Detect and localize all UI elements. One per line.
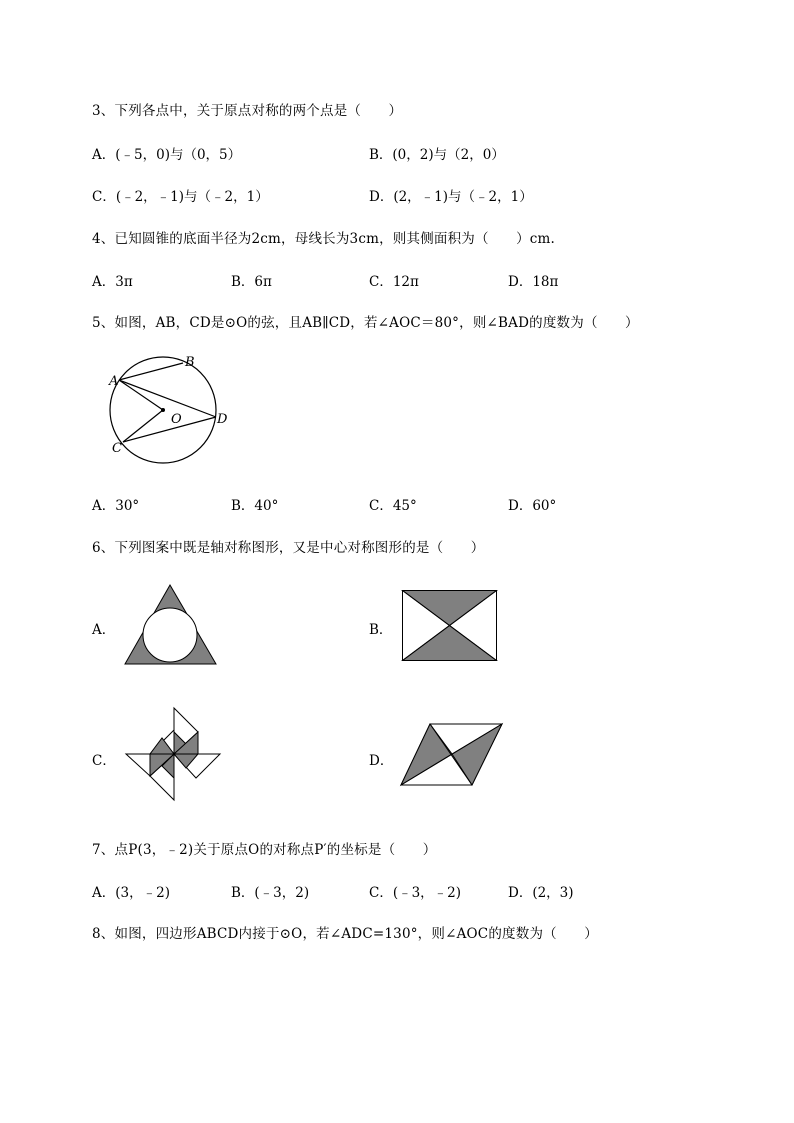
point-c-label: C <box>112 441 122 456</box>
q8-stem: 8、如图，四边形ABCD内接于⊙O，若∠ADC=130°，则∠AOC的度数为（ ） <box>92 926 598 942</box>
point-a-label: A <box>109 374 119 389</box>
q7-option-b: B．(﹣3，2) <box>231 885 310 901</box>
q6-stem: 6、下列图案中既是轴对称图形，又是中心对称图形的是（ ） <box>92 540 485 556</box>
q5-option-c: C．45° <box>369 498 417 514</box>
point-d-label: D <box>217 412 228 427</box>
q7-option-c: C．(﹣3，﹣2) <box>369 885 462 901</box>
q7-stem: 7、点P(3，﹣2)关于原点O的对称点P′的坐标是（ ） <box>92 842 437 858</box>
q7-option-a: A．(3，﹣2) <box>92 885 170 901</box>
triangle-with-circle-figure <box>124 583 224 668</box>
q3-option-d: D．(2，﹣1)与（﹣2，1） <box>369 189 533 205</box>
q6-option-a-label: A． <box>92 622 116 638</box>
q4-option-a: A．3π <box>92 274 133 290</box>
q6-option-b-label: B． <box>369 622 393 638</box>
parallelogram-figure <box>400 723 504 787</box>
q5-option-a: A．30° <box>92 498 140 514</box>
rectangle-hourglass-figure <box>402 590 498 662</box>
q4-stem: 4、已知圆锥的底面半径为2cm，母线长为3cm，则其侧面积为（ ）cm. <box>92 231 556 247</box>
q3-option-b: B．(0，2)与（2，0） <box>369 147 505 163</box>
q5-stem: 5、如图，AB，CD是⊙O的弦，且AB∥CD，若∠AOC＝80°，则∠BAD的度数为（ ） <box>92 315 639 331</box>
q4-option-b: B．6π <box>231 274 272 290</box>
q3-option-c: C．(﹣2，﹣1)与（﹣2，1） <box>92 189 269 205</box>
q5-option-b: B．40° <box>231 498 279 514</box>
point-o-label: O <box>171 412 182 427</box>
q7-option-d: D．(2，3) <box>508 885 574 901</box>
q3-stem: 3、下列各点中，关于原点对称的两个点是（ ） <box>92 103 403 119</box>
q3-option-a: A．(﹣5，0)与（0，5） <box>92 147 242 163</box>
q5-option-d: D．60° <box>508 498 557 514</box>
circle-chords-figure <box>105 355 245 470</box>
q4-option-d: D．18π <box>508 274 559 290</box>
q6-option-c-label: C． <box>92 753 116 769</box>
q4-option-c: C．12π <box>369 274 419 290</box>
point-b-label: B <box>185 355 195 370</box>
q6-option-d-label: D． <box>369 753 394 769</box>
pinwheel-figure <box>124 706 224 806</box>
